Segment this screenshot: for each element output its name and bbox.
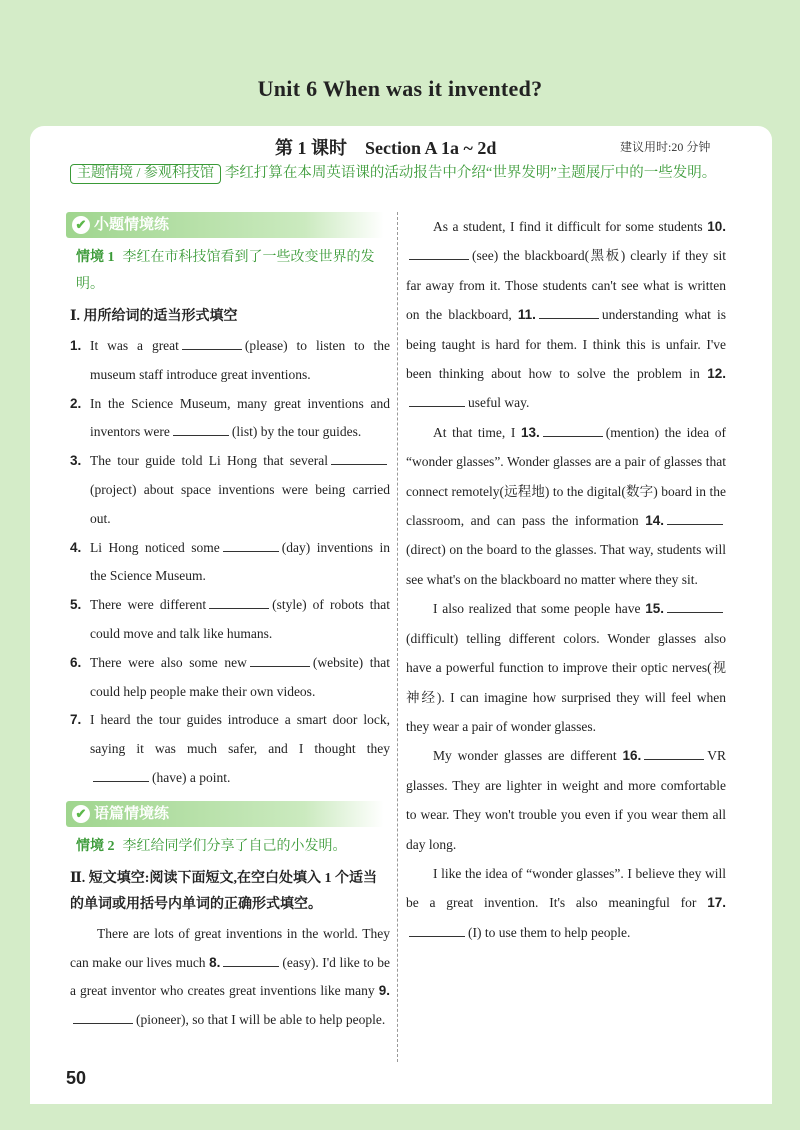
time-hint: 建议用时:20 分钟: [620, 140, 711, 154]
answer-blank[interactable]: [539, 304, 599, 319]
column-divider: [397, 212, 398, 1062]
answer-blank[interactable]: [644, 745, 704, 760]
lesson-number: 第 1 课时: [275, 138, 347, 158]
lesson-section: Section A 1a ~ 2d: [365, 138, 497, 158]
lesson-title: [275, 134, 496, 160]
passage-paragraph-4: I also realized that some people have 15.(difficult) telling different colors. Wonder glasses also have a powerful function to improve their optic nerves(视神经). I can imagine how surprised they will feel when they wear a pair of wonder glasses.: [406, 594, 726, 741]
passage-paragraph-5: My wonder glasses are different 16. VR glasses. They are lighter in weight and more comfortable to wear. They won't trouble you even if you wear them all day long.: [406, 741, 726, 859]
passage-paragraph-6: I like the idea of “wonder glasses”. I believe they will be a great invention. It's also meaningful for 17.(I) to use them to help people.: [406, 865, 726, 940]
section2-banner: ✔ 语篇情境练: [66, 801, 384, 827]
question-2: 2. In the Science Museum, many great inventions and inventors were (list) by the tour guides.: [70, 395, 390, 440]
page-number: 50: [66, 1068, 87, 1088]
answer-blank[interactable]: [223, 952, 279, 967]
answer-blank[interactable]: [409, 922, 465, 937]
scene-2: 情境 2 李红给同学们分享了自己的小发明。: [76, 838, 347, 854]
right-column: [406, 212, 726, 947]
answer-blank[interactable]: [93, 767, 149, 782]
answer-blank[interactable]: [223, 537, 279, 552]
answer-blank[interactable]: [250, 652, 310, 667]
answer-blank[interactable]: [73, 1009, 133, 1024]
theme-text: 李红打算在本周英语课的活动报告中介绍“世界发明”主题展厅中的一些发明。: [224, 165, 717, 181]
theme-tag: 主题情境 / 参观科技馆: [70, 164, 221, 184]
answer-blank[interactable]: [331, 450, 387, 465]
question-3: 3. The tour guide told Li Hong that several(project) about space inventions were being carried out.: [70, 447, 390, 533]
answer-blank[interactable]: [409, 392, 465, 407]
answer-blank[interactable]: [543, 422, 603, 437]
part-2-title: Ⅱ. 短文填空:阅读下面短文,在空白处填入 1 个适当的单词或用括号内单词的正确形式填空。: [70, 870, 377, 912]
question-6: 6. There were also some new (website) that could help people make their own videos.: [70, 649, 390, 707]
check-icon: ✔: [72, 805, 90, 823]
unit-title: Unit 6 When was it invented?: [257, 76, 543, 101]
part-1-title: Ⅰ. 用所给词的适当形式填空: [70, 309, 238, 324]
answer-blank[interactable]: [667, 598, 723, 613]
check-icon: ✔: [72, 216, 90, 234]
passage-paragraph-1: There are lots of great inventions in the world. They can make our lives much 8. (easy). I'd like to be a great inventor who creates great inventions like many 9.(pioneer), so that I will be able to help people.: [70, 925, 390, 1028]
answer-blank[interactable]: [209, 594, 269, 609]
question-1: 1. It was a great (please) to listen to the museum staff introduce great inventions.: [70, 332, 390, 390]
answer-blank[interactable]: [173, 421, 229, 436]
theme-intro: [70, 160, 730, 186]
question-4: 4. Li Hong noticed some (day) inventions in the Science Museum.: [70, 534, 390, 592]
question-5: 5. There were different (style) of robots that could move and talk like humans.: [70, 591, 390, 649]
scene-1: 情境 1 李红在市科技馆看到了一些改变世界的发明。: [76, 250, 375, 292]
left-column: [70, 212, 390, 1035]
passage-paragraph-2: As a student, I find it difficult for some students 10.(see) the blackboard(黑板) clearly if they sit far away from it. Those students can't see what is written on the blackboard, 11. understanding what is being taught is hard for them. I think this is unfair. I've been thinking about how to solve the problem in 12.useful way.: [406, 219, 727, 411]
answer-blank[interactable]: [409, 245, 469, 260]
answer-blank[interactable]: [182, 335, 242, 350]
section1-banner: ✔ 小题情境练: [66, 212, 384, 238]
answer-blank[interactable]: [667, 510, 723, 525]
question-7: 7. I heard the tour guides introduce a smart door lock, saying it was much safer, and I thought they(have) a point.: [70, 712, 390, 785]
passage-paragraph-3: At that time, I 13. (mention) the idea of “wonder glasses”. Wonder glasses are a pair of glasses that connect remotely(远程地) to the digital(数字) board in the classroom, and can pass the information 14.(direct) on the board to the glasses. That way, students will see what's on the blackboard no matter where they sit.: [406, 418, 726, 594]
